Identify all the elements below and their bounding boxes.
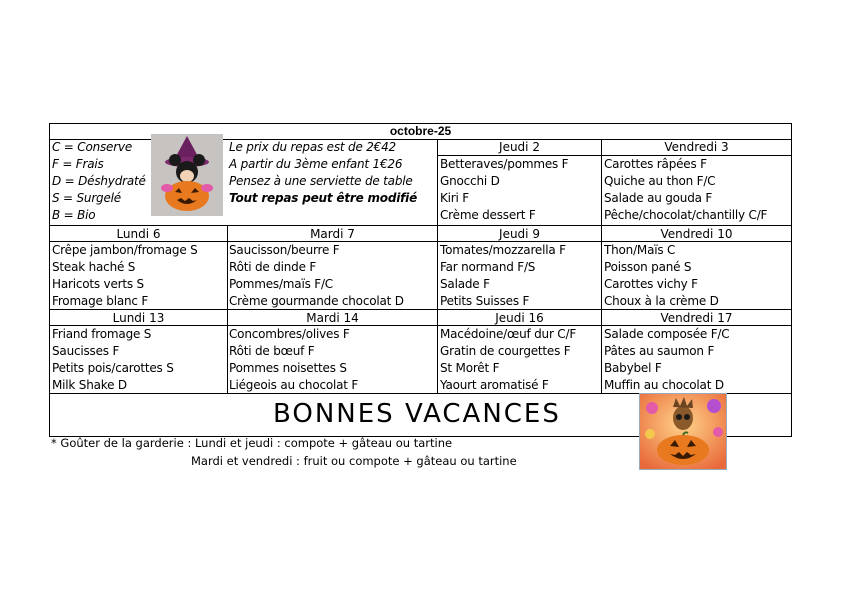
menu-item: Pommes/maïs F/C (229, 277, 333, 291)
menu-item: Kiri F (440, 191, 469, 205)
menu-item: Rôti de dinde F (229, 260, 317, 274)
menu-item: Salade F (440, 277, 490, 291)
menu-item: Choux à la crème D (604, 294, 719, 308)
groot-pumpkin-picture (639, 393, 727, 470)
snack-note-line1: * Goûter de la garderie : Lundi et jeudi : compote + gâteau ou tartine (51, 436, 453, 450)
legend-item: F = Frais (52, 157, 104, 171)
menu-item: Gratin de courgettes F (440, 344, 571, 358)
menu-item: Saucisson/beurre F (229, 243, 340, 257)
day-header: Lundi 6 (116, 227, 161, 241)
menu-item: Far normand F/S (440, 260, 536, 274)
minnie-pumpkin-picture (151, 134, 223, 216)
menu-item: Friand fromage S (52, 327, 152, 341)
napkin-info: Pensez à une serviette de table (229, 174, 413, 188)
holiday-banner: BONNES VACANCES (273, 399, 561, 429)
day-menu-jeudi-2 (440, 156, 568, 224)
menu-item: Gnocchi D (440, 174, 500, 188)
day-menu-jeudi-16 (440, 326, 576, 394)
legend (52, 139, 146, 224)
menu-item: Steak haché S (52, 260, 136, 274)
menu-item: Petits pois/carottes S (52, 361, 174, 375)
day-menu-vendredi-10 (604, 242, 719, 310)
menu-item: Poisson pané S (604, 260, 692, 274)
menu-item: Carottes râpées F (604, 157, 707, 171)
day-header: Lundi 13 (112, 311, 165, 325)
day-menu-lundi-13 (52, 326, 174, 394)
menu-item: Concombres/olives F (229, 327, 350, 341)
day-header: Jeudi 16 (495, 311, 544, 325)
menu-item: Rôti de bœuf F (229, 344, 315, 358)
snack-note-line2: Mardi et vendredi : fruit ou compote + gâteau ou tartine (191, 454, 517, 468)
menu-item: Haricots verts S (52, 277, 144, 291)
menu-item: Betteraves/pommes F (440, 157, 569, 171)
menu-item: Salade composée F/C (604, 327, 730, 341)
day-menu-lundi-6 (52, 242, 198, 310)
menu-item: Saucisses F (52, 344, 120, 358)
menu-item: Macédoine/œuf dur C/F (440, 327, 577, 341)
legend-item: B = Bio (52, 208, 96, 222)
menu-item: Liégeois au chocolat F (229, 378, 359, 392)
menu-table (49, 123, 792, 437)
day-header: Mardi 14 (306, 311, 359, 325)
menu-title: octobre-25 (50, 124, 791, 140)
day-menu-mardi-7 (229, 242, 404, 310)
price-info: Le prix du repas est de 2€42 (229, 140, 396, 154)
legend-item: D = Déshydraté (52, 174, 146, 188)
menu-item: Fromage blanc F (52, 294, 149, 308)
menu-item: Salade au gouda F (604, 191, 713, 205)
menu-item: Pâtes au saumon F (604, 344, 715, 358)
modified-info: Tout repas peut être modifié (229, 191, 418, 205)
menu-item: Thon/Maïs C (604, 243, 676, 257)
day-menu-vendredi-3 (604, 156, 767, 224)
day-header: Jeudi 9 (499, 227, 540, 241)
menu-item: Crème gourmande chocolat D (229, 294, 404, 308)
menu-item: Milk Shake D (52, 378, 127, 392)
menu-item: Carottes vichy F (604, 277, 698, 291)
divider (437, 139, 438, 394)
day-header: Jeudi 2 (499, 140, 540, 154)
info-block (229, 139, 417, 207)
day-menu-jeudi-9 (440, 242, 566, 310)
divider (601, 139, 602, 394)
third-child-info: A partir du 3ème enfant 1€26 (229, 157, 403, 171)
menu-item: Tomates/mozzarella F (440, 243, 566, 257)
day-header: Mardi 7 (310, 227, 355, 241)
legend-item: S = Surgelé (52, 191, 121, 205)
day-menu-mardi-14 (229, 326, 358, 394)
menu-item: Babybel F (604, 361, 662, 375)
menu-item: Muffin au chocolat D (604, 378, 724, 392)
day-header: Vendredi 10 (660, 227, 733, 241)
menu-item: Petits Suisses F (440, 294, 530, 308)
menu-item: Pêche/chocolat/chantilly C/F (604, 208, 768, 222)
menu-item: Pommes noisettes S (229, 361, 347, 375)
menu-item: St Morêt F (440, 361, 500, 375)
menu-item: Yaourt aromatisé F (440, 378, 549, 392)
legend-item: C = Conserve (52, 140, 133, 154)
day-header: Vendredi 17 (660, 311, 733, 325)
menu-item: Crêpe jambon/fromage S (52, 243, 198, 257)
menu-item: Quiche au thon F/C (604, 174, 716, 188)
day-header: Vendredi 3 (664, 140, 729, 154)
day-menu-vendredi-17 (604, 326, 729, 394)
menu-item: Crème dessert F (440, 208, 536, 222)
